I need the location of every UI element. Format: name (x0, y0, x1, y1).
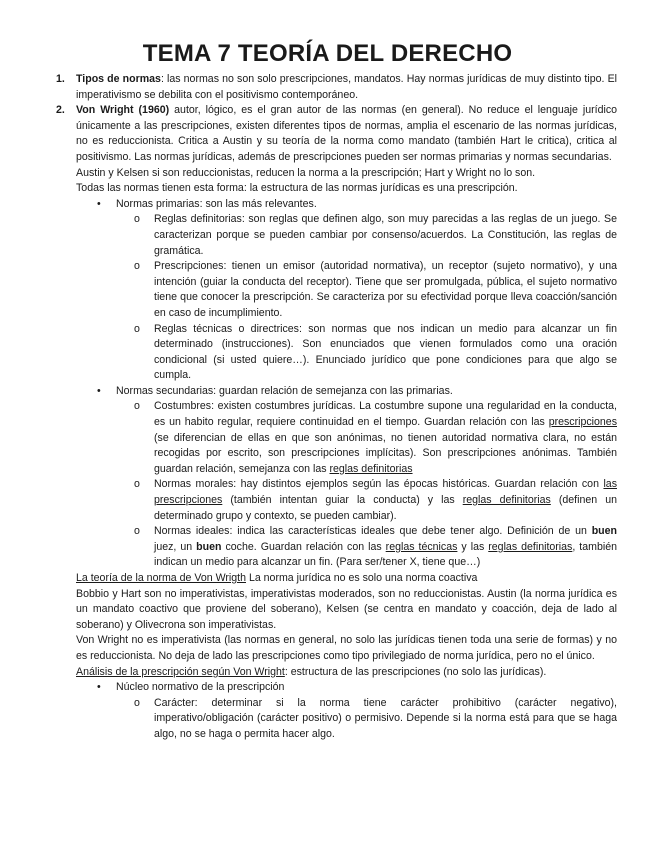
numbered-item-1 (56, 72, 617, 103)
section-heading: La teoría de la norma de Von Wrigth (76, 572, 246, 584)
underlined-term: las prescripciones (154, 478, 617, 507)
sub-item-reglas-definitorias (76, 212, 617, 259)
text-segment: , también indican un medio para alcanzar un fin. (Para ser/tener X, tiene que…) (154, 540, 617, 569)
sub-item-prescripciones (76, 259, 617, 321)
paragraph-analisis (76, 665, 617, 681)
numbered-item-2 (56, 103, 618, 165)
sub-bullet-icon: o (134, 322, 140, 335)
item-text: autor, lógico, es el gran autor de las normas (en general). No reduce el lenguaje jurídico únicamente a las prescripciones, existen diferentes tipos de normas, amplia el escenario de las normas jurídicas, no es reduccionista. Critica a Austin y su teoría de la norma como mandato (también Hart le critica), critica al positivismo. Las normas jurídicas, además de prescripciones pueden ser normas primarias y normas secundarias. (76, 104, 618, 163)
sub-bullet-icon: o (134, 260, 140, 273)
bullet-icon: • (97, 384, 101, 397)
sub-item-text: Prescripciones: tienen un emisor (autoridad normativa), un receptor (sujeto normativo), y una intención (guiar la conducta del receptor). Tiene que ser promulgada, pública, el sujeto normativo tiene que conocer la prescripción. Se caracteriza por su efectividad porque lleva coacción/sanción en caso de incumplimiento. (154, 260, 617, 319)
bullet-normas-primarias (76, 197, 617, 213)
sub-item-normas-morales (76, 477, 617, 524)
underlined-term: reglas definitorias (462, 494, 551, 507)
sub-bullet-icon: o (134, 478, 140, 491)
text-segment: coche. Guardan relación con las (221, 540, 386, 553)
sub-item-normas-ideales (76, 524, 617, 571)
text-segment: Costumbres: existen costumbres jurídicas. La costumbre supone una regularidad en la conducta, es un habito regular, requiere continuidad en el tiempo. Guardan relación con las (154, 400, 617, 429)
underlined-term: reglas definitorias (329, 462, 413, 475)
text-segment: y las (457, 540, 489, 553)
bold-term: buen (591, 525, 617, 538)
item-number: 1. (56, 73, 65, 85)
page-title: TEMA 7 TEORÍA DEL DERECHO (142, 40, 513, 67)
text-segment: (se diferencian de ellas en que son anónimas, no tienen autoridad normativa clara, no están recogidas por escrito, son prescripciones implícitas). Son prescripciones anónimas. También guardan relación, semejanza con las (154, 431, 617, 475)
item-text: : las normas no son solo prescripciones, mandatos. Hay normas jurídicas de muy distinto tipo. El imperativismo se debilita con el positivismo contemporáneo. (76, 73, 617, 101)
section-heading: Análisis de la prescripción según Von Wright (76, 665, 285, 678)
underlined-term: reglas definitorias (488, 540, 573, 553)
sub-bullet-icon: o (134, 400, 140, 413)
text-segment: Normas ideales: indica las características ideales que debe tener algo. Definición de un (154, 525, 592, 538)
sub-item-text: Carácter: determinar si la norma tiene carácter prohibitivo (carácter negativo), imperativo/obligación (carácter positivo) o permisivo. Depende si la norma está para que se haga algo, no se haga o permita hacer algo. (154, 696, 617, 740)
section-text: : estructura de las prescripciones (no solo las jurídicas). (284, 665, 547, 678)
sub-item-text: Reglas técnicas o directrices: son normas que nos indican un medio para alcanzar un fin determinado (instrucciones). Son enunciados que vienen formulados como una oración condicional (si usted quiere…). Enunciado jurídico que pone condiciones para que algo se cumpla. (154, 322, 617, 382)
text-segment: juez, un (154, 540, 197, 553)
sub-item-reglas-tecnicas (76, 322, 617, 384)
bullet-icon: • (97, 197, 101, 210)
sub-bullet-icon: o (134, 525, 140, 538)
paragraph-teoria (76, 571, 617, 587)
item-number: 2. (56, 104, 65, 117)
paragraph-bobbio: Bobbio y Hart son no imperativistas, imperativistas moderados, son no reduccionistas. Austin (la norma jurídica es un mandato coactivo que proviene del soberano), Kelsen (se centra en mandato y coacción, deja de lado al soberano) y Olivecrona son imperativistas. (76, 587, 617, 631)
bullet-nucleo-normativo (76, 680, 617, 696)
sub-bullet-icon: o (134, 213, 140, 226)
item-heading: Von Wright (1960) (76, 104, 170, 117)
section-text: La norma jurídica no es solo una norma coactiva (246, 572, 478, 584)
paragraph-austin: Austin y Kelsen si son reduccionistas, reducen la norma a la prescripción; Hart y Wright no lo son. (76, 166, 536, 179)
bullet-icon: • (97, 681, 101, 694)
bullet-text: Normas secundarias: guardan relación de semejanza con las primarias. (116, 384, 453, 397)
bold-term: buen (196, 540, 222, 553)
item-heading: Tipos de normas (76, 73, 161, 85)
sub-item-text: Reglas definitorias: son reglas que definen algo, son muy parecidas a las reglas de un juego. Se caracterizan porque se pueden cambiar por consenso/acuerdos. La Constitución, las reglas de gramática. (154, 213, 617, 257)
paragraph-von-wright: Von Wright no es imperativista (las normas en general, no solo las jurídicas tienen toda una serie de formas) y no es reduccionista. No deja de lado las prescripciones como tipo privilegiado de norma jurídica, pero no el único. (76, 634, 617, 662)
text-segment: (también intentan guiar la conducta) y las (222, 494, 463, 507)
sub-bullet-icon: o (134, 696, 140, 709)
bullet-text: Núcleo normativo de la prescripción (116, 681, 285, 694)
bullet-text: Normas primarias: son las más relevantes. (116, 197, 317, 210)
text-segment: Normas morales: hay distintos ejemplos según las épocas históricas. Guardan relación con (154, 478, 604, 491)
sub-item-caracter (76, 696, 617, 743)
bullet-normas-secundarias (76, 384, 617, 400)
underlined-term: prescripciones (548, 416, 617, 429)
document-body (56, 72, 618, 743)
sub-item-costumbres (76, 399, 617, 477)
underlined-term: reglas técnicas (385, 540, 458, 553)
text-segment: (definen un determinado grupo y contexto, se pueden cambiar). (154, 494, 617, 522)
paragraph-todas: Todas las normas tienen esta forma: la estructura de las normas jurídicas es una prescripción. (76, 182, 518, 195)
